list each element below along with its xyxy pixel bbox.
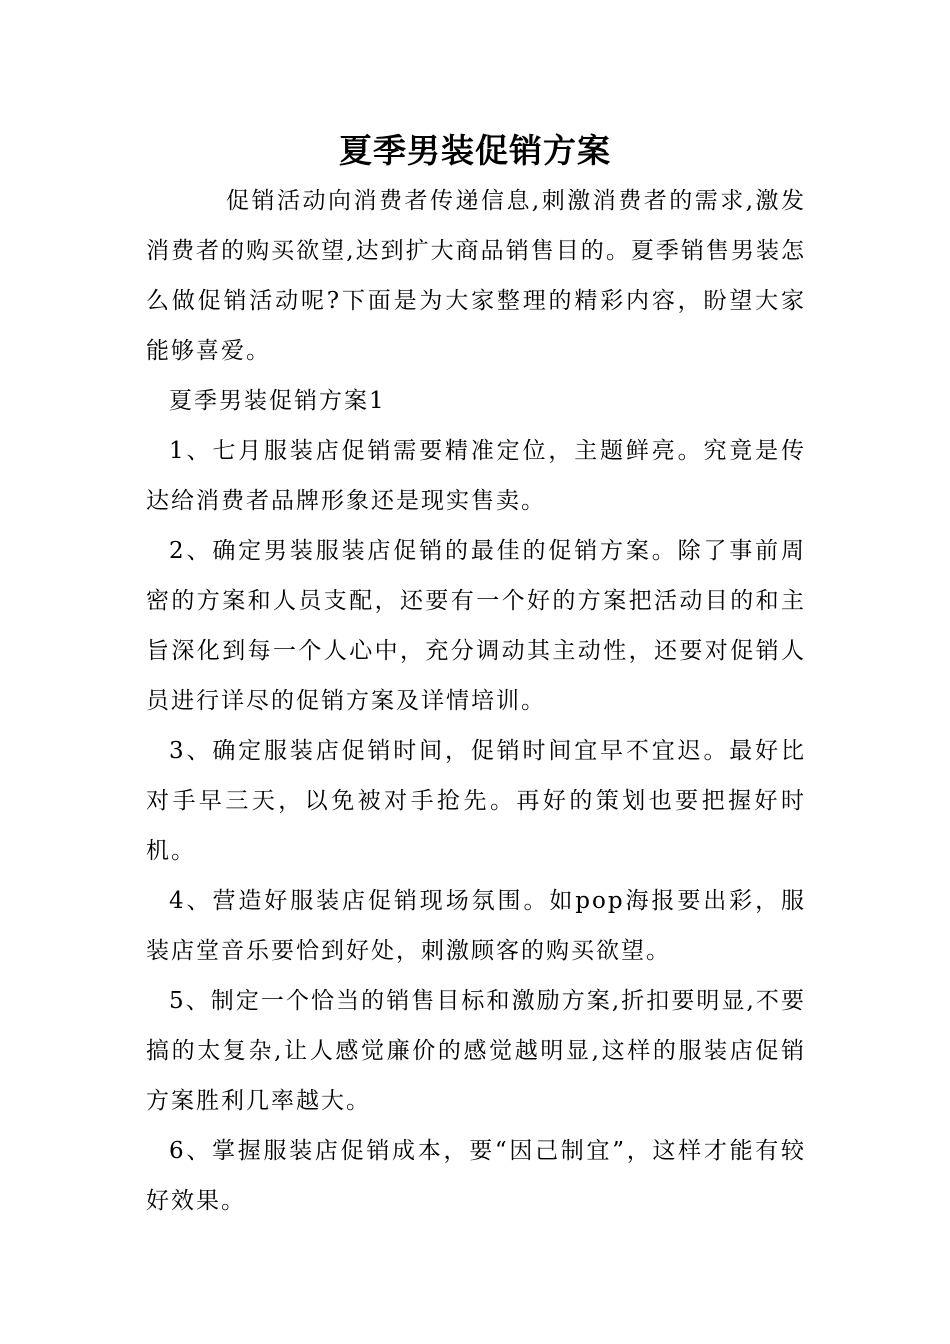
- list-item: 5、制定一个恰当的销售目标和激励方案,折扣要明显,不要搞的太复杂,让人感觉廉价的感觉越明显,这样的服装店促销方案胜利几率越大。: [146, 988, 806, 1114]
- section-heading: 夏季男装促销方案1: [169, 388, 386, 414]
- document-body: [146, 176, 806, 1226]
- list-item: 1、七月服装店促销需要精准定位，主题鲜亮。究竟是传达给消费者品牌形象还是现实售卖。: [146, 438, 806, 514]
- list-item: 4、营造好服装店促销现场氛围。如pop海报要出彩，服装店堂音乐要恰到好处，刺激顾客的购买欲望。: [146, 888, 806, 964]
- list-item: 3、确定服装店促销时间，促销时间宜早不宜迟。最好比对手早三天，以免被对手抢先。再好的策划也要把握好时机。: [146, 738, 806, 864]
- list-item: 2、确定男装服装店促销的最佳的促销方案。除了事前周密的方案和人员支配，还要有一个好的方案把活动目的和主旨深化到每一个人心中，充分调动其主动性，还要对促销人员进行详尽的促销方案及详情培训。: [146, 538, 806, 714]
- intro-paragraph: 促销活动向消费者传递信息,刺激消费者的需求,激发消费者的购买欲望,达到扩大商品销售目的。夏季销售男装怎么做促销活动呢?下面是为大家整理的精彩内容，盼望大家能够喜爱。: [146, 188, 806, 364]
- document-title: 夏季男装促销方案: [339, 131, 611, 170]
- list-item: 6、掌握服装店促销成本，要“因己制宜”，这样才能有较好效果。: [146, 1138, 806, 1214]
